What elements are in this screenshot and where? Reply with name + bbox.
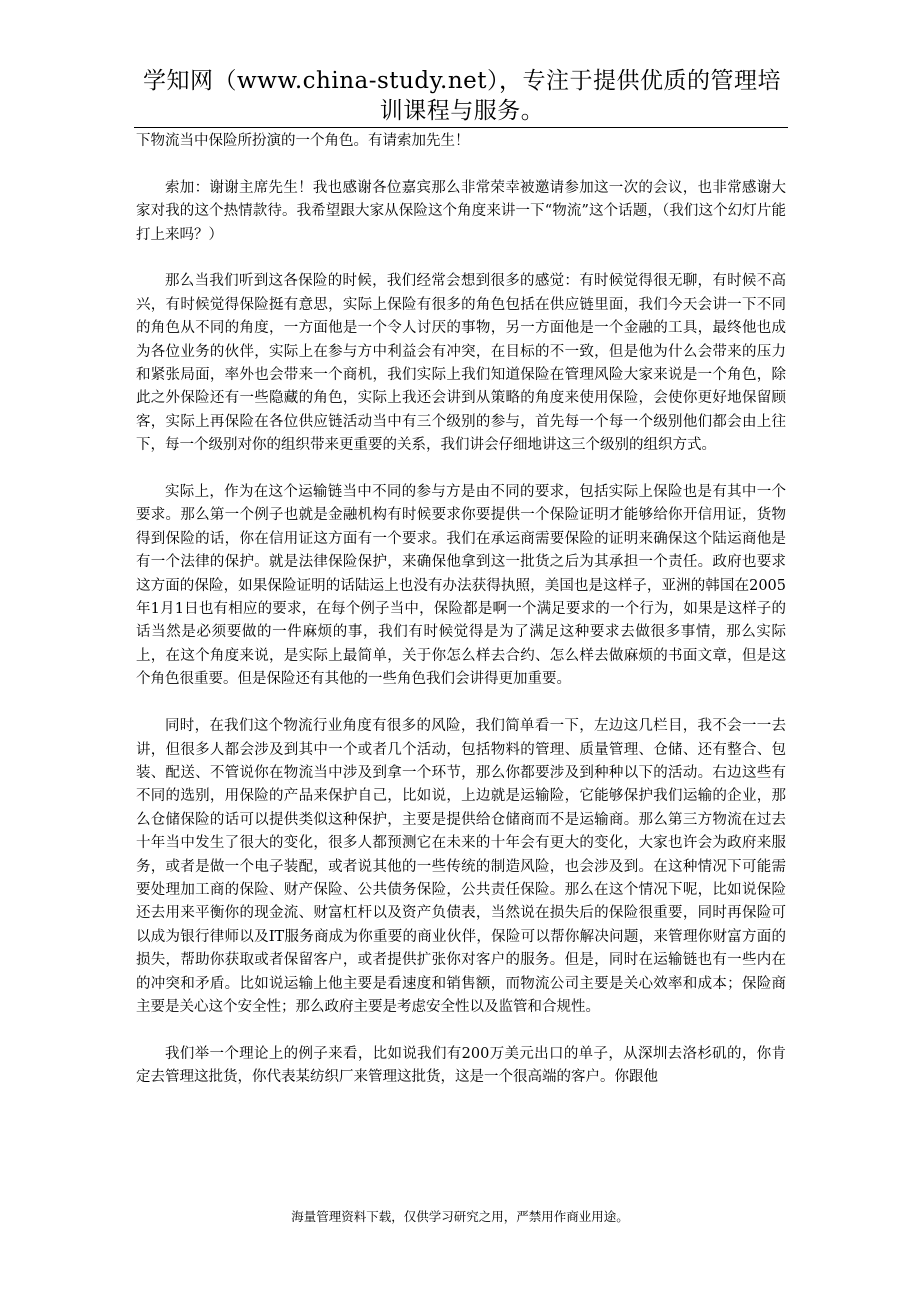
body-paragraph-1: 下物流当中保险所扮演的一个角色。有请索加先生！ <box>136 133 470 149</box>
body-paragraph-6: 我们举一个理论上的例子来看，比如说我们有200万美元出口的单子，从深圳去洛杉矶的，你肯定去管理这批货，你代表某纺织厂来管理这批货，这是一个很高端的客户。你跟他 <box>136 1045 786 1086</box>
page-header-title: 学知网（www.china-study.net），专注于提供优质的管理培训课程与服务。 <box>143 68 781 124</box>
body-paragraph-2: 索加：谢谢主席先生！我也感谢各位嘉宾那么非常荣幸被邀请参加这一次的会议，也非常感谢大家对我的这个热情款待。我希望跟大家从保险这个角度来讲一下“物流”这个话题，（我们这个幻灯片能打上来吗？） <box>136 179 786 243</box>
document-body <box>136 130 786 1090</box>
paragraph-gap <box>136 458 786 481</box>
paragraph-gap <box>136 153 786 176</box>
body-paragraph-4: 实际上，作为在这个运输链当中不同的参与方是由不同的要求，包括实际上保险也是有其中一个要求。那么第一个例子也就是金融机构有时候要求你要提供一个保险证明才能够给你开信用证，货物得到保险的话，你在信用证这方面有一个要求。我们在承运商需要保险的证明来确保这个陆运商他是有一个法律的保护。就是法律保险保护，来确保他拿到这一批货之后为其承担一个责任。政府也要求这方面的保险，如果保险证明的话陆运上也没有办法获得执照，美国也是这样子，亚洲的韩国在2005年1月1日也有相应的要求，在每个例子当中，保险都是啊一个满足要求的一个行为，如果是这样子的话当然是必须要做的一件麻烦的事，我们有时候觉得是为了满足这种要求去做很多事情，那么实际上，在这个角度来说，是实际上最简单，关于你怎么样去合约、怎么样去做麻烦的书面文章，但是这个角色很重要。但是保险还有其他的一些角色我们会讲得更加重要。 <box>136 484 786 688</box>
body-paragraph-3: 那么当我们听到这各保险的时候，我们经常会想到很多的感觉：有时候觉得很无聊，有时候不高兴，有时候觉得保险挺有意思，实际上保险有很多的角色包括在供应链里面，我们今天会讲一下不同的角色从不同的角度，一方面他是一个令人讨厌的事物，另一方面他是一个金融的工具，最终他也成为各位业务的伙伴，实际上在参与方中利益会有冲突，在目标的不一致，但是他为什么会带来的压力和紧张局面，率外也会带来一个商机，我们实际上我们知道保险在管理风险大家来说是一个角色，除此之外保险还有一些隐藏的角色，实际上我还会讲到从策略的角度来使用保险，会使你更好地保留顾客，实际上再保险在各位供应链活动当中有三个级别的参与，首先每一个每一个级别他们都会由上往下，每一个级别对你的组织带来更重要的关系，我们讲会仔细地讲这三个级别的组织方式。 <box>136 273 786 454</box>
paragraph-gap <box>136 247 786 270</box>
paragraph-gap <box>136 1019 786 1042</box>
header-divider <box>134 127 788 128</box>
page-footer-disclaimer: 海量管理资料下载，仅供学习研究之用，严禁用作商业用途。 <box>291 1209 629 1224</box>
body-paragraph-5: 同时，在我们这个物流行业角度有很多的风险，我们简单看一下，左边这几栏目，我不会一一去讲，但很多人都会涉及到其中一个或者几个活动，包括物料的管理、质量管理、仓储、还有整合、包装、配送、不管说你在物流当中涉及到拿一个环节，那么你都要涉及到种种以下的活动。右边这些有不同的选别，用保险的产品来保护自己，比如说，上边就是运输险，它能够保护我们运输的企业，那么仓储保险的话可以提供类似这种保护，主要是提供给仓储商而不是运输商。那么第三方物流在过去十年当中发生了很大的变化，很多人都预测它在未来的十年会有更大的变化，大家也许会为政府来服务，或者是做一个电子装配，或者说其他的一些传统的制造风险，也会涉及到。在这种情况下可能需要处理加工商的保险、财产保险、公共债务保险，公共责任保险。那么在这个情况下呢，比如说保险还去用来平衡你的现金流、财富杠杆以及资产负债表，当然说在损失后的保险很重要，同时再保险可以成为银行律师以及IT服务商成为你重要的商业伙伴，保险可以帮你解决问题，来管理你财富方面的损失，帮助你获取或者保留客户，或者提供扩张你对客户的服务。但是，同时在运输链也有一些内在的冲突和矛盾。比如说运输上他主要是看速度和销售额，而物流公司主要是关心效率和成本；保险商主要是关心这个安全性；那么政府主要是考虑安全性以及监管和合规性。 <box>136 718 786 1015</box>
paragraph-gap <box>136 692 786 715</box>
